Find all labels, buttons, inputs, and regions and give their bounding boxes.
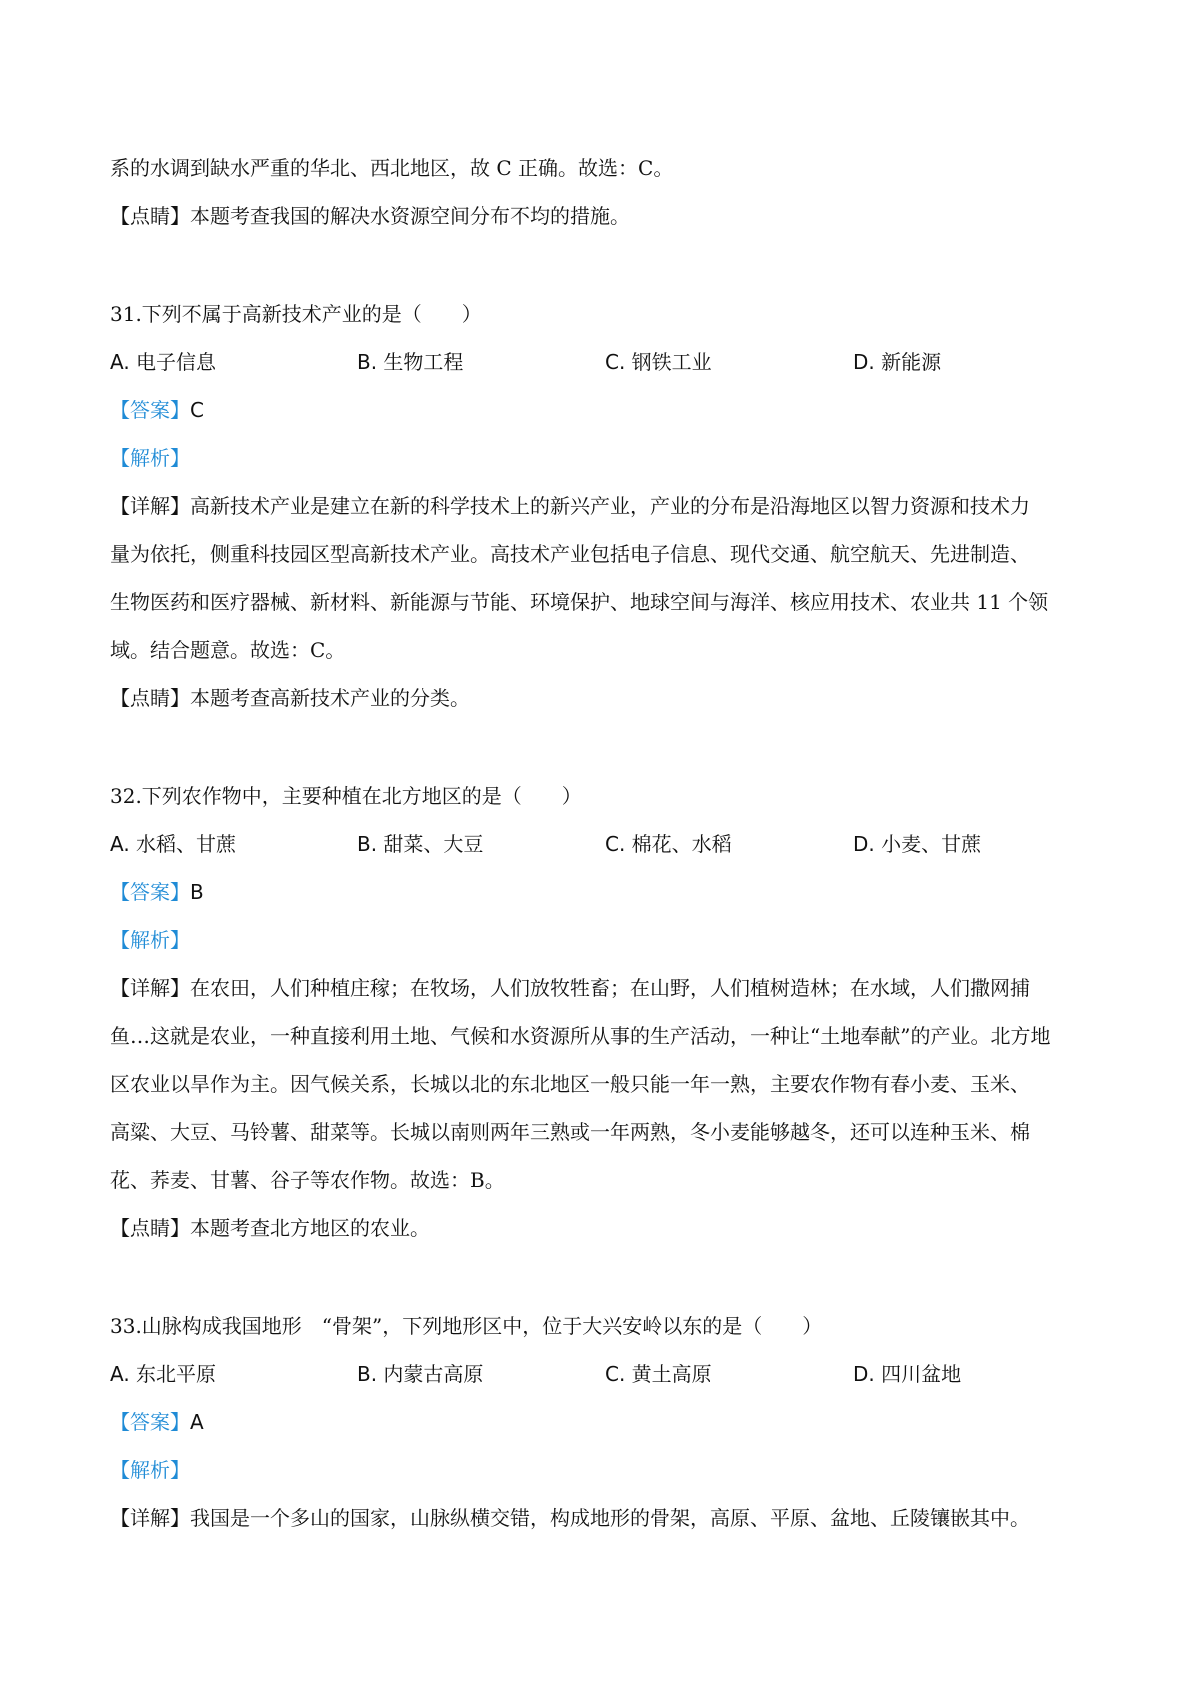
option-b-32: B. 甜菜、大豆 xyxy=(357,832,484,856)
answer-line-31 xyxy=(110,396,1110,424)
answer-label: 【答案】 xyxy=(110,880,190,904)
option-d-33: D. 四川盆地 xyxy=(853,1362,962,1386)
detail-line-32-4: 高粱、大豆、马铃薯、甜菜等。长城以南则两年三熟或一年两熟，冬小麦能够越冬，还可以连种玉米、棉 xyxy=(110,1120,1030,1144)
answer-value: B xyxy=(190,880,204,904)
detail-line-31-3: 生物医药和医疗器械、新材料、新能源与节能、环境保护、地球空间与海洋、核应用技术、农业共 11 个领 xyxy=(110,590,1049,614)
option-c-33: C. 黄土高原 xyxy=(605,1362,712,1386)
detail-line-32-2: 鱼…这就是农业，一种直接利用土地、气候和水资源所从事的生产活动，一种让“土地奉献”的产业。北方地 xyxy=(110,1024,1051,1048)
analysis-label-33: 【解析】 xyxy=(110,1458,190,1482)
tip-text: 本题考查高新技术产业的分类。 xyxy=(190,686,470,710)
tip-line-31 xyxy=(110,684,1110,712)
continuation-text: 系的水调到缺水严重的华北、西北地区，故 C 正确。故选：C。 xyxy=(110,156,674,180)
tip-label: 【点睛】 xyxy=(110,686,190,710)
analysis-label-32: 【解析】 xyxy=(110,928,190,952)
tip-label: 【点睛】 xyxy=(110,1216,190,1240)
question-stem-31: 31.下列不属于高新技术产业的是（ ） xyxy=(110,302,482,326)
answer-line-33 xyxy=(110,1408,1110,1436)
question-stem-32: 32.下列农作物中，主要种植在北方地区的是（ ） xyxy=(110,784,582,808)
answer-label: 【答案】 xyxy=(110,398,190,422)
option-b-31: B. 生物工程 xyxy=(357,350,464,374)
option-d-31: D. 新能源 xyxy=(853,350,942,374)
option-a-31: A. 电子信息 xyxy=(110,350,217,374)
answer-line-32 xyxy=(110,878,1110,906)
answer-value: A xyxy=(190,1410,204,1434)
detail-line-31-1 xyxy=(110,492,1110,520)
analysis-label-31: 【解析】 xyxy=(110,446,190,470)
option-c-32: C. 棉花、水稻 xyxy=(605,832,732,856)
tip-text: 本题考查我国的解决水资源空间分布不均的措施。 xyxy=(190,204,630,228)
detail-label: 【详解】 xyxy=(110,494,190,518)
option-a-32: A. 水稻、甘蔗 xyxy=(110,832,237,856)
detail-line-33-1 xyxy=(110,1504,1110,1532)
detail-line-32-5: 花、荞麦、甘薯、谷子等农作物。故选：B。 xyxy=(110,1168,505,1192)
detail-text: 在农田，人们种植庄稼；在牧场，人们放牧牲畜；在山野，人们植树造林；在水域，人们撒网捕 xyxy=(190,976,1030,1000)
detail-label: 【详解】 xyxy=(110,1506,190,1530)
detail-text: 高新技术产业是建立在新的科学技术上的新兴产业，产业的分布是沿海地区以智力资源和技术力 xyxy=(190,494,1030,518)
detail-line-32-3: 区农业以旱作为主。因气候关系，长城以北的东北地区一般只能一年一熟，主要农作物有春小麦、玉米、 xyxy=(110,1072,1030,1096)
detail-line-31-2: 量为依托，侧重科技园区型高新技术产业。高技术产业包括电子信息、现代交通、航空航天、先进制造、 xyxy=(110,542,1030,566)
tip-line-32 xyxy=(110,1214,1110,1242)
detail-text: 我国是一个多山的国家，山脉纵横交错，构成地形的骨架，高原、平原、盆地、丘陵镶嵌其中。 xyxy=(190,1506,1030,1530)
tip-line xyxy=(110,202,1110,230)
detail-line-32-1 xyxy=(110,974,1110,1002)
answer-label: 【答案】 xyxy=(110,1410,190,1434)
question-stem-33: 33.山脉构成我国地形 “骨架”，下列地形区中，位于大兴安岭以东的是（ ） xyxy=(110,1314,823,1338)
detail-line-31-4: 域。结合题意。故选：C。 xyxy=(110,638,346,662)
option-d-32: D. 小麦、甘蔗 xyxy=(853,832,982,856)
option-b-33: B. 内蒙古高原 xyxy=(357,1362,484,1386)
detail-label: 【详解】 xyxy=(110,976,190,1000)
tip-label: 【点睛】 xyxy=(110,204,190,228)
tip-text: 本题考查北方地区的农业。 xyxy=(190,1216,430,1240)
answer-value: C xyxy=(190,398,204,422)
option-c-31: C. 钢铁工业 xyxy=(605,350,712,374)
option-a-33: A. 东北平原 xyxy=(110,1362,217,1386)
